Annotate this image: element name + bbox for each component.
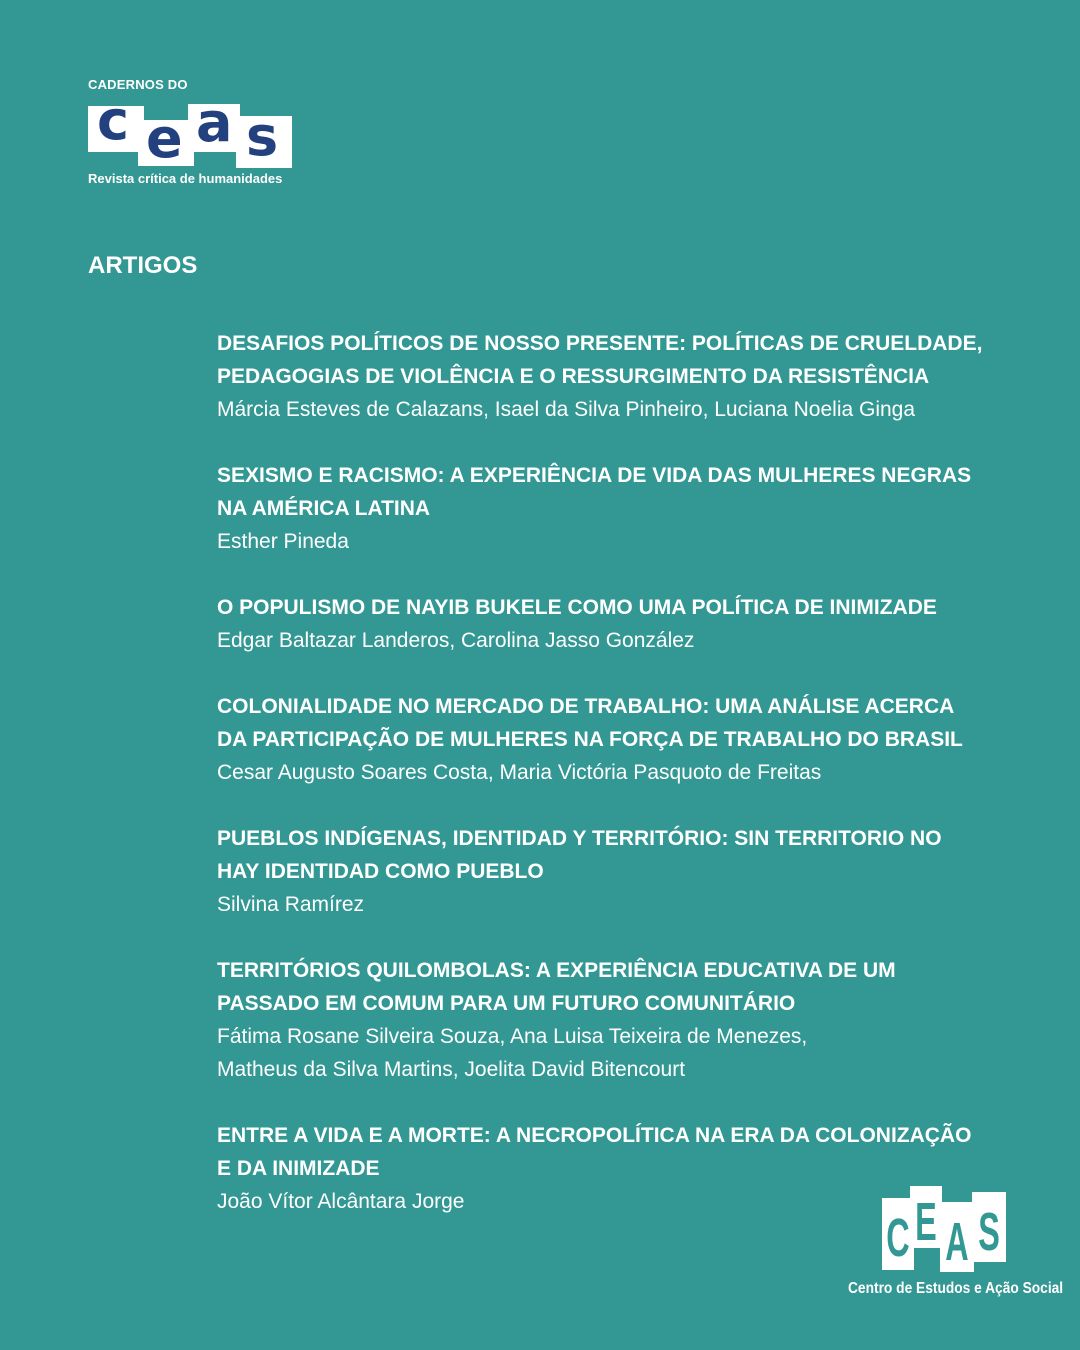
article-title-line: SEXISMO E RACISMO: A EXPERIÊNCIA DE VIDA DAS MULHERES NEGRAS (217, 464, 972, 487)
article-title[interactable] (217, 822, 1017, 888)
article-title-line: NA AMÉRICA LATINA (217, 497, 431, 520)
article-title-line: DA PARTICIPAÇÃO DE MULHERES NA FORÇA DE TRABALHO DO BRASIL (217, 728, 963, 751)
logo-letter-c: c (97, 89, 130, 152)
article-title-line: COLONIALIDADE NO MERCADO DE TRABALHO: UMA ANÁLISE ACERCA (217, 695, 955, 718)
mark-letter-c: C (886, 1208, 910, 1269)
section-title: ARTIGOS (88, 252, 198, 279)
article-item (217, 690, 1017, 789)
article-title-line: HAY IDENTIDAD COMO PUEBLO (217, 860, 544, 883)
journal-logo (88, 76, 308, 188)
article-title[interactable] (217, 327, 1017, 393)
logo-letter-s: s (246, 105, 279, 168)
article-authors (217, 1020, 1017, 1086)
article-authors (217, 525, 1017, 558)
article-title-line: DESAFIOS POLÍTICOS DE NOSSO PRESENTE: POLÍTICAS DE CRUELDADE, (217, 332, 983, 355)
article-authors (217, 888, 1017, 921)
article-title-line: E DA INIMIZADE (217, 1157, 380, 1180)
article-authors-line: Cesar Augusto Soares Costa, Maria Victória Pasquoto de Freitas (217, 761, 822, 784)
article-list (217, 327, 1017, 1251)
journal-kicker: CADERNOS DO (88, 77, 188, 92)
article-title[interactable] (217, 591, 1017, 624)
mark-letter-e: E (915, 1192, 937, 1253)
article-title-line: PASSADO EM COMUM PARA UM FUTURO COMUNITÁRIO (217, 992, 796, 1015)
article-item (217, 822, 1017, 921)
mark-letter-a: A (945, 1212, 969, 1273)
article-title-line: PUEBLOS INDÍGENAS, IDENTIDAD Y TERRITÓRIO: SIN TERRITORIO NO (217, 827, 942, 850)
article-authors (217, 756, 1017, 789)
organization-name: Centro de Estudos e Ação Social (848, 1280, 1064, 1297)
ceas-wordmark (88, 89, 294, 170)
mark-letter-s: S (978, 1202, 1000, 1263)
article-title[interactable] (217, 1119, 1017, 1185)
article-title-line: ENTRE A VIDA E A MORTE: A NECROPOLÍTICA NA ERA DA COLONIZAÇÃO (217, 1124, 972, 1147)
article-title-line: TERRITÓRIOS QUILOMBOLAS: A EXPERIÊNCIA EDUCATIVA DE UM (217, 959, 896, 982)
article-title[interactable] (217, 459, 1017, 525)
article-item (217, 459, 1017, 558)
article-authors-line: João Vítor Alcântara Jorge (217, 1190, 465, 1213)
logo-letter-e: e (146, 107, 183, 170)
article-item (217, 327, 1017, 426)
article-authors-line: Esther Pineda (217, 530, 349, 553)
logo-letter-a: a (196, 91, 233, 154)
article-authors-line: Edgar Baltazar Landeros, Carolina Jasso González (217, 629, 695, 652)
journal-tagline: Revista crítica de humanidades (88, 171, 283, 186)
article-authors-line: Fátima Rosane Silveira Souza, Ana Luisa Teixeira de Menezes, (217, 1025, 808, 1048)
article-item (217, 954, 1017, 1086)
article-title[interactable] (217, 954, 1017, 1020)
ceas-block-mark (882, 1184, 1008, 1274)
article-authors-line: Silvina Ramírez (217, 893, 365, 916)
article-authors-line: Matheus da Silva Martins, Joelita David Bitencourt (217, 1058, 686, 1081)
article-authors (217, 624, 1017, 657)
article-item (217, 591, 1017, 657)
article-title-line: O POPULISMO DE NAYIB BUKELE COMO UMA POLÍTICA DE INIMIZADE (217, 596, 937, 619)
article-title[interactable] (217, 690, 1017, 756)
article-title-line: PEDAGOGIAS DE VIOLÊNCIA E O RESSURGIMENTO DA RESISTÊNCIA (217, 365, 930, 388)
article-authors-line: Márcia Esteves de Calazans, Isael da Silva Pinheiro, Luciana Noelia Ginga (217, 398, 916, 421)
article-authors (217, 393, 1017, 426)
organization-logo (848, 1184, 1064, 1300)
